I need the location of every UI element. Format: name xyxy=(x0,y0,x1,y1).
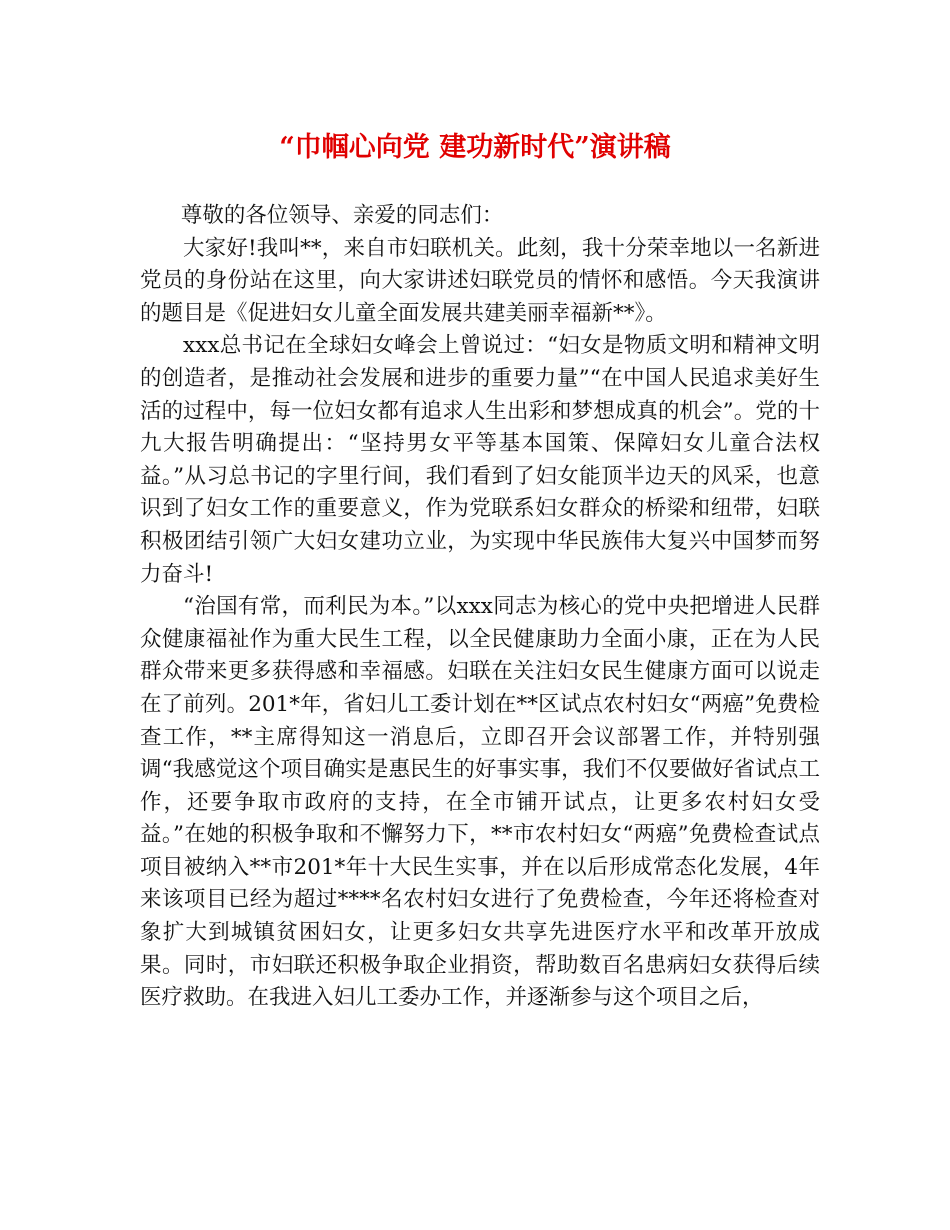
paragraph-introduction: 大家好!我叫**，来自市妇联机关。此刻，我十分荣幸地以一名新进党员的身份站在这里，向大家讲述妇联党员的情怀和感悟。今天我演讲的题目是《促进妇女儿童全面发展共建美丽幸福新**》。 xyxy=(140,235,820,326)
paragraph-summit-quote: xxx总书记在全球妇女峰会上曾说过：“妇女是物质文明和精神文明的创造者，是推动社会发展和进步的重要力量”“在中国人民追求美好生活的过程中，每一位妇女都有追求人生出彩和梦想成真的机会”。党的十九大报告明确提出：“坚持男女平等基本国策、保障妇女儿童合法权益。”从习总书记的字里行间，我们看到了妇女能顶半边天的风采，也意识到了妇女工作的重要意义，作为党联系妇女群众的桥梁和纽带，妇联积极团结引领广大妇女建功立业，为实现中华民族伟大复兴中国梦而努力奋斗! xyxy=(140,333,820,587)
paragraph-health-project: “治国有常，而利民为本。”以xxx同志为核心的党中央把增进人民群众健康福祉作为重大民生工程，以全民健康助力全面小康，正在为人民群众带来更多获得感和幸福感。妇联在关注妇女民生健康方面可以说走在了前列。201*年，省妇儿工委计划在**区试点农村妇女“两癌”免费检查工作，**主席得知这一消息后，立即召开会议部署工作，并特别强调“我感觉这个项目确实是惠民生的好事实事，我们不仅要做好省试点工作，还要争取市政府的支持，在全市铺开试点，让更多农村妇女受益。”在她的积极争取和不懈努力下，**市农村妇女“两癌”免费检查试点项目被纳入**市201*年十大民生实事，并在以后形成常态化发展，4年来该项目已经为超过****名农村妇女进行了免费检查，今年还将检查对象扩大到城镇贫困妇女，让更多妇女共享先进医疗水平和改革开放成果。同时，市妇联还积极争取企业捐资，帮助数百名患病妇女获得后续医疗救助。在我进入妇儿工委办工作，并逐渐参与这个项目之后， xyxy=(140,594,820,1011)
document-body xyxy=(140,200,820,1015)
document-title: “巾帼心向党 建功新时代”演讲稿 xyxy=(279,132,671,163)
salutation-paragraph: 尊敬的各位领导、亲爱的同志们： xyxy=(180,203,504,228)
